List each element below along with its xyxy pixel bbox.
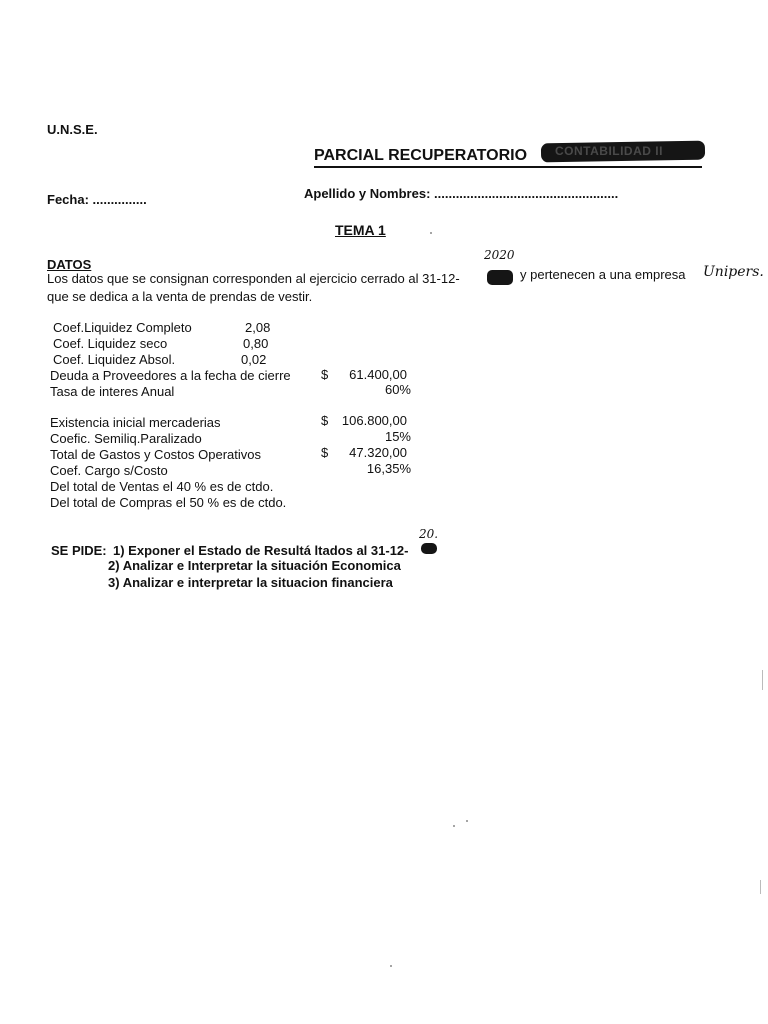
scan-edge-mark xyxy=(760,880,761,894)
data-row-value: 60% xyxy=(384,382,411,397)
exam-title: PARCIAL RECUPERATORIO xyxy=(314,147,528,164)
requirement-2: 2) Analizar e Interpretar la situación Economica xyxy=(108,558,401,573)
coef-label: Coef. Liquidez seco xyxy=(53,336,168,351)
redacted-subject: CONTABILIDAD II xyxy=(555,144,663,158)
requirement-3: 3) Analizar e interpretar la situacion financiera xyxy=(108,575,393,590)
handwritten-year: 2020 xyxy=(484,248,515,262)
coef-label: Coef.Liquidez Completo xyxy=(53,320,192,335)
note-line: Del total de Compras el 50 % es de ctdo. xyxy=(50,495,287,510)
scan-speck xyxy=(390,965,392,967)
scan-speck xyxy=(453,825,455,827)
data-row-label: Coefic. Semiliq.Paralizado xyxy=(50,431,202,446)
se-pide-label: SE PIDE: xyxy=(51,543,107,558)
currency-symbol: $ xyxy=(321,413,329,428)
data-row-label: Tasa de interes Anual xyxy=(50,384,175,399)
coef-value: 0,80 xyxy=(243,336,269,351)
coef-label: Coef. Liquidez Absol. xyxy=(53,352,176,367)
institution-name: U.N.S.E. xyxy=(47,122,98,137)
datos-heading: DATOS xyxy=(47,257,92,272)
coef-value: 2,08 xyxy=(245,320,271,335)
scan-edge-mark xyxy=(762,670,763,690)
data-row-value: 61.400,00 xyxy=(349,367,407,382)
data-row-value: 106.800,00 xyxy=(341,413,407,428)
coef-value: 0,02 xyxy=(241,352,267,367)
title-underline xyxy=(314,166,702,168)
date-field-label: Fecha: ............... xyxy=(47,192,147,207)
handwritten-company: Unipers. xyxy=(703,264,764,280)
scan-speck xyxy=(466,820,468,822)
intro-line-1-b: y pertenecen a una empresa xyxy=(520,267,686,282)
data-row-label: Coef. Cargo s/Costo xyxy=(50,463,168,478)
year-redaction-mark-2 xyxy=(421,543,437,554)
requirement-1: 1) Exponer el Estado de Resultá ltados al 31-12- xyxy=(113,543,409,558)
topic-heading: TEMA 1 xyxy=(335,222,386,238)
note-line: Del total de Ventas el 40 % es de ctdo. xyxy=(50,479,274,494)
currency-symbol: $ xyxy=(321,367,329,382)
currency-symbol: $ xyxy=(321,445,329,460)
data-row-label: Existencia inicial mercaderias xyxy=(50,415,221,430)
intro-line-2: que se dedica a la venta de prendas de vestir. xyxy=(47,289,313,304)
data-row-label: Total de Gastos y Costos Operativos xyxy=(50,447,261,462)
data-row-label: Deuda a Proveedores a la fecha de cierre xyxy=(50,368,291,383)
scan-speck xyxy=(430,232,432,234)
data-row-value: 47.320,00 xyxy=(349,445,407,460)
name-field-label: Apellido y Nombres: ................................................... xyxy=(304,186,619,201)
data-row-value: 16,35% xyxy=(366,461,411,476)
data-row-value: 15% xyxy=(384,429,411,444)
year-redaction-mark xyxy=(487,270,513,285)
handwritten-year-short: 20. xyxy=(419,527,439,541)
intro-line-1: Los datos que se consignan corresponden al ejercicio cerrado al 31-12- xyxy=(47,271,460,286)
